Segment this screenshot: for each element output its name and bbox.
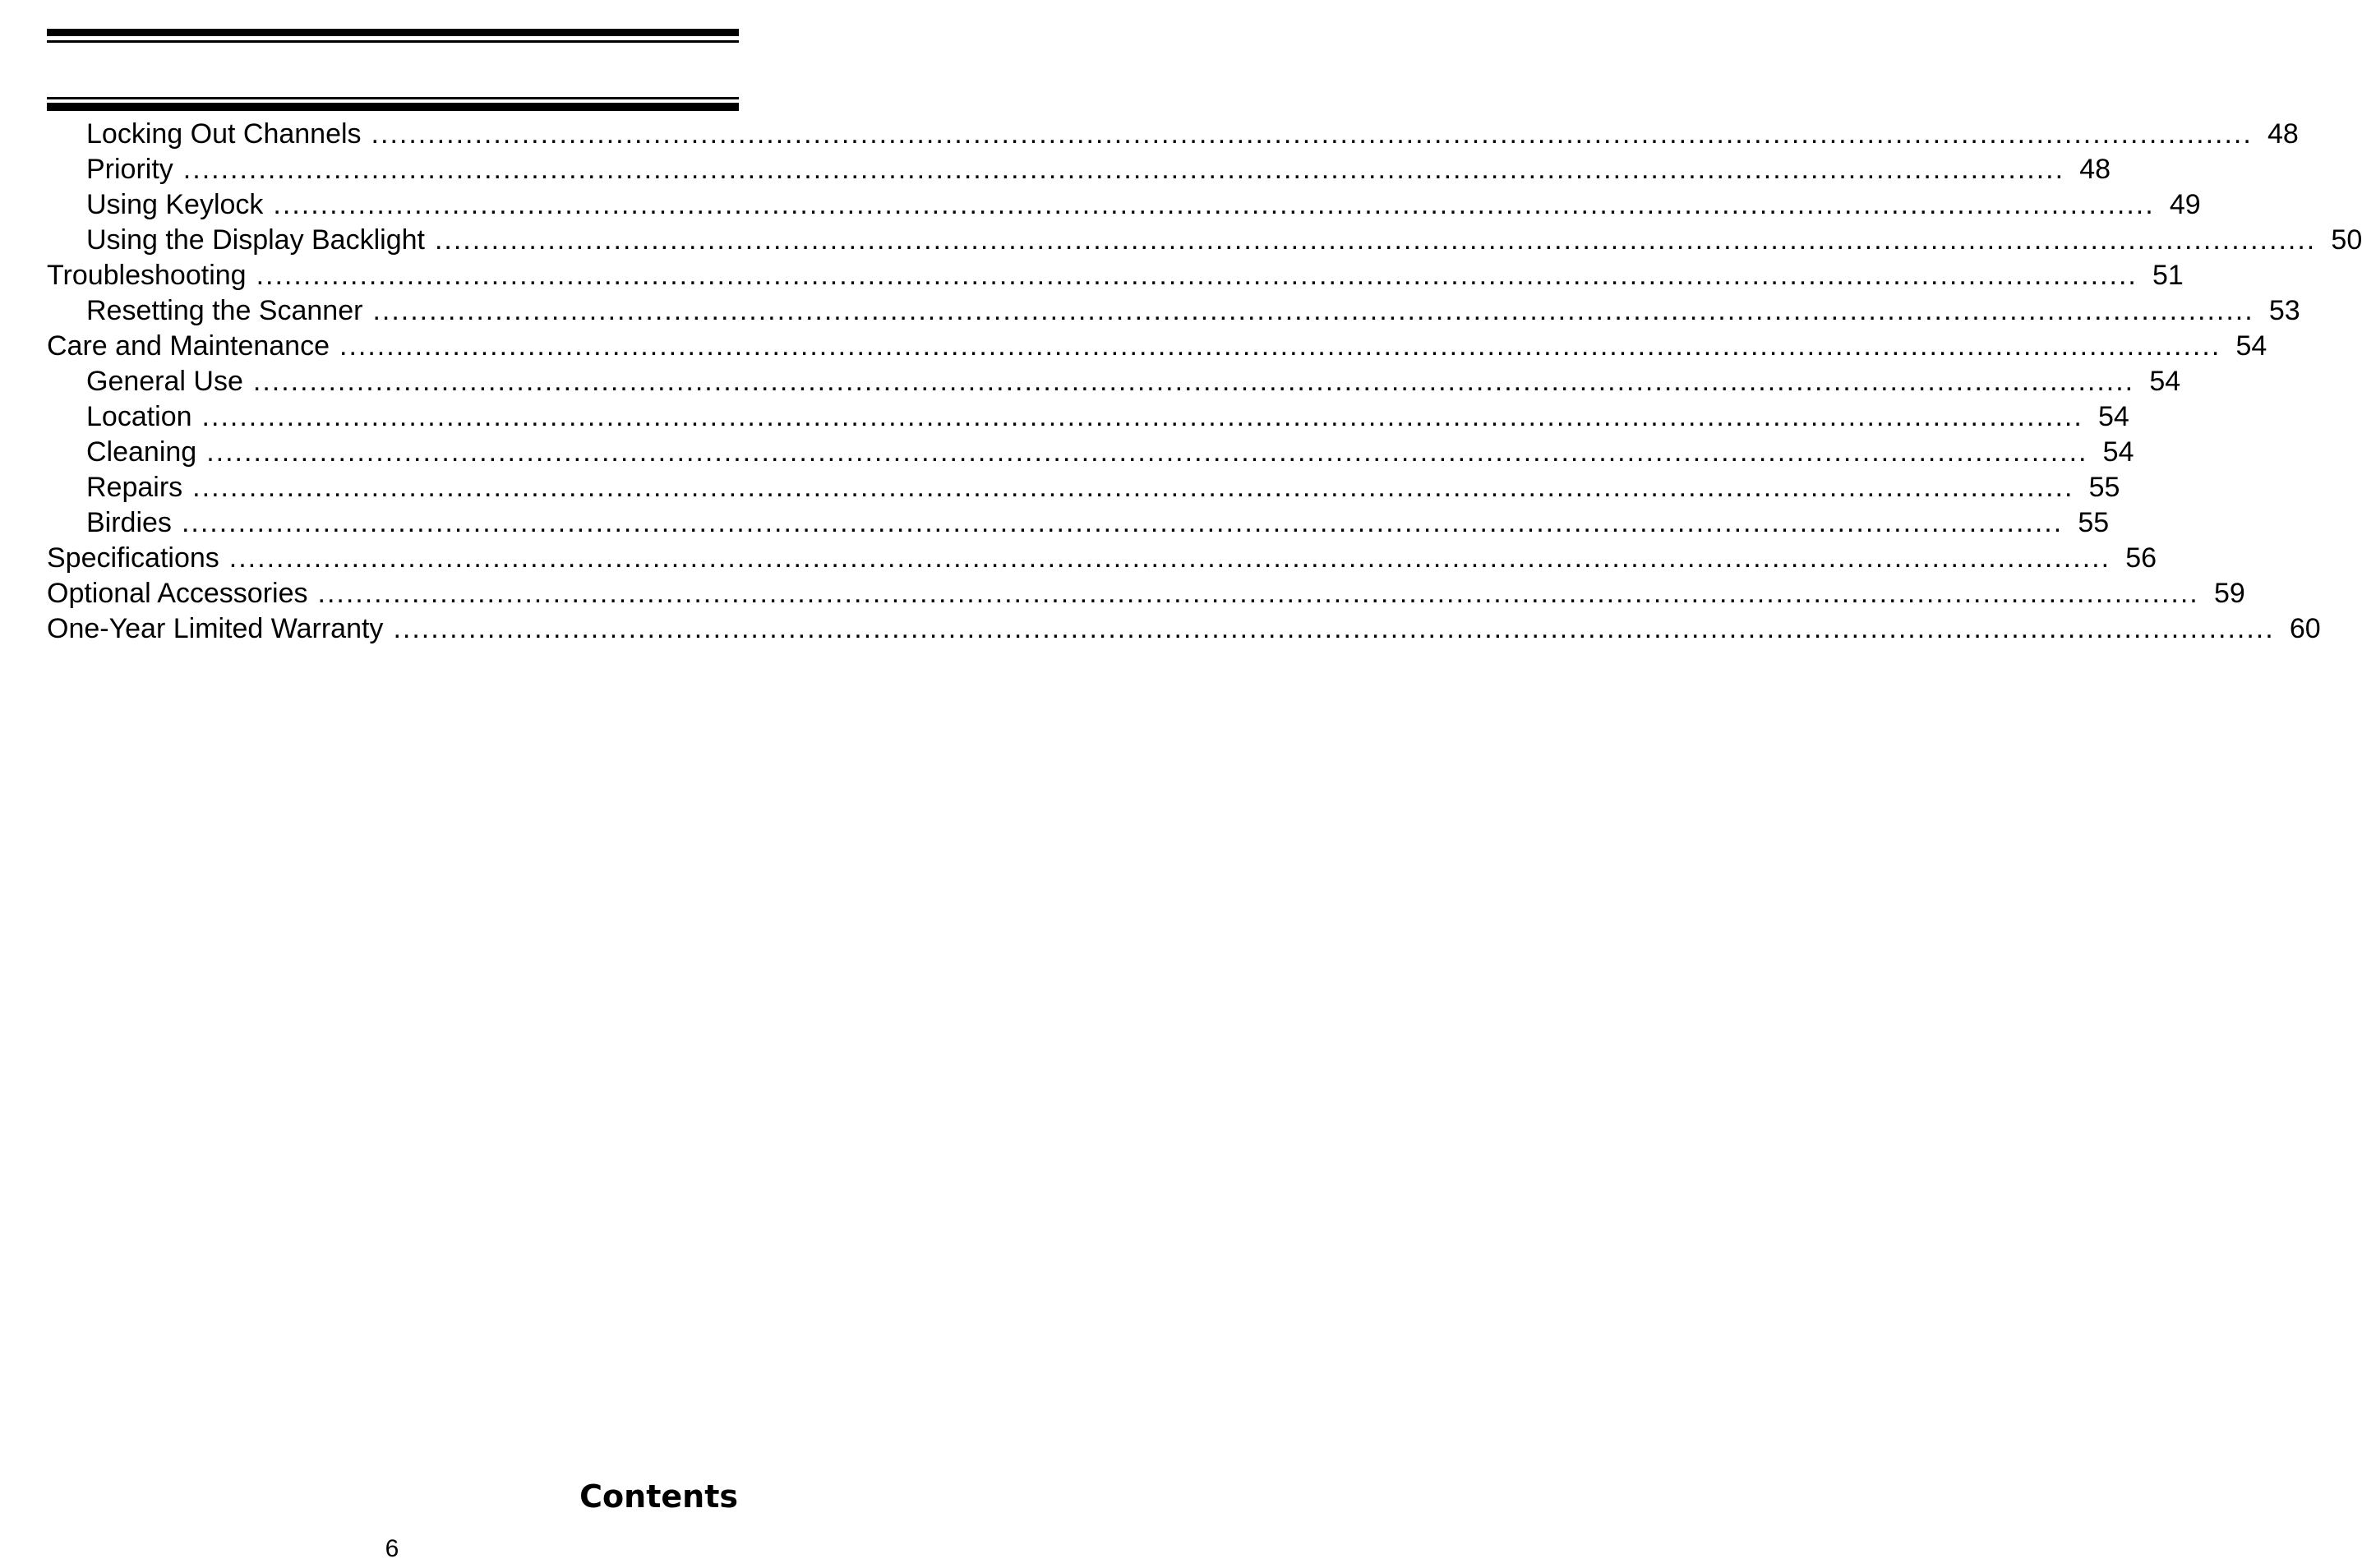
- table-of-contents: [47, 117, 2362, 647]
- toc-entry: [47, 364, 2181, 399]
- toc-rule-thin: [47, 97, 739, 99]
- toc-dot-leader: ........................................................................................................................................................................................................: [182, 154, 2065, 185]
- toc-entry: [47, 611, 2321, 647]
- toc-entry-title: Care and Maintenance: [47, 330, 330, 362]
- toc-entry: [47, 187, 2201, 223]
- toc-entry: [47, 293, 2300, 329]
- toc-entry: [47, 541, 2157, 576]
- toc-dot-leader: ........................................................................................................................................................................................................: [252, 366, 2135, 397]
- toc-entry-page: 48: [2079, 154, 2111, 185]
- toc-entry: [47, 152, 2111, 187]
- toc-entry-page: 54: [2235, 330, 2267, 362]
- toc-entry-page: 48: [2267, 118, 2299, 150]
- toc-entry: [47, 576, 2245, 611]
- toc-entry: [47, 258, 2184, 293]
- header-rule-thin: [47, 40, 739, 43]
- toc-entry: [47, 505, 2110, 541]
- section-title: Contents: [579, 1478, 738, 1515]
- toc-entry-title: Optional Accessories: [47, 578, 308, 609]
- toc-dot-leader: ........................................................................................................................................................................................................: [273, 189, 2155, 220]
- toc-entry-title: Resetting the Scanner: [86, 295, 363, 326]
- toc-entry: [47, 223, 2362, 258]
- toc-dot-leader: ........................................................................................................................................................................................................: [201, 401, 2083, 432]
- toc-entry-title: Specifications: [47, 542, 219, 574]
- toc-dot-leader: ........................................................................................................................................................................................................: [372, 295, 2254, 326]
- toc-entry-page: 51: [2152, 260, 2184, 291]
- toc-entry-title: Cleaning: [86, 436, 197, 468]
- toc-entry-title: General Use: [86, 366, 243, 397]
- toc-rule-thick: [47, 103, 739, 111]
- toc-entry-page: 56: [2125, 542, 2157, 574]
- header-rule-thick: [47, 29, 739, 36]
- toc-entry-page: 54: [2102, 436, 2134, 468]
- toc-entry-page: 50: [2331, 224, 2362, 256]
- toc-dot-leader: ........................................................................................................................................................................................................: [317, 578, 2199, 609]
- toc-entry-page: 59: [2213, 578, 2245, 609]
- toc-dot-leader: ........................................................................................................................................................................................................: [206, 436, 2088, 468]
- toc-dot-leader: ........................................................................................................................................................................................................: [192, 472, 2074, 503]
- toc-dot-leader: ........................................................................................................................................................................................................: [434, 224, 2317, 256]
- toc-entry-title: Location: [86, 401, 192, 432]
- toc-entry: [47, 470, 2120, 505]
- toc-entry-page: 53: [2268, 295, 2300, 326]
- toc-dot-leader: ........................................................................................................................................................................................................: [228, 542, 2111, 574]
- toc-entry: [47, 117, 2299, 152]
- toc-dot-leader: ........................................................................................................................................................................................................: [339, 330, 2221, 362]
- toc-entry: [47, 435, 2134, 470]
- toc-entry-title: Priority: [86, 154, 173, 185]
- toc-entry-title: Troubleshooting: [47, 260, 247, 291]
- toc-dot-leader: ........................................................................................................................................................................................................: [256, 260, 2138, 291]
- toc-entry-page: 55: [2088, 472, 2120, 503]
- toc-entry: [47, 399, 2129, 435]
- toc-entry-title: Using Keylock: [86, 189, 264, 220]
- toc-dot-leader: ........................................................................................................................................................................................................: [371, 118, 2253, 150]
- page-number: 6: [385, 1535, 399, 1562]
- toc-entry-page: 55: [2078, 507, 2110, 538]
- toc-entry: [47, 329, 2267, 364]
- toc-dot-leader: ........................................................................................................................................................................................................: [393, 613, 2275, 644]
- toc-entry-page: 54: [2149, 366, 2181, 397]
- toc-entry-page: 49: [2169, 189, 2201, 220]
- toc-entry-page: 60: [2289, 613, 2321, 644]
- toc-entry-title: Birdies: [86, 507, 172, 538]
- toc-entry-title: Locking Out Channels: [86, 118, 362, 150]
- toc-entry-title: Repairs: [86, 472, 183, 503]
- toc-dot-leader: ........................................................................................................................................................................................................: [181, 507, 2064, 538]
- toc-entry-page: 54: [2097, 401, 2129, 432]
- toc-entry-title: One-Year Limited Warranty: [47, 613, 384, 644]
- toc-entry-title: Using the Display Backlight: [86, 224, 425, 256]
